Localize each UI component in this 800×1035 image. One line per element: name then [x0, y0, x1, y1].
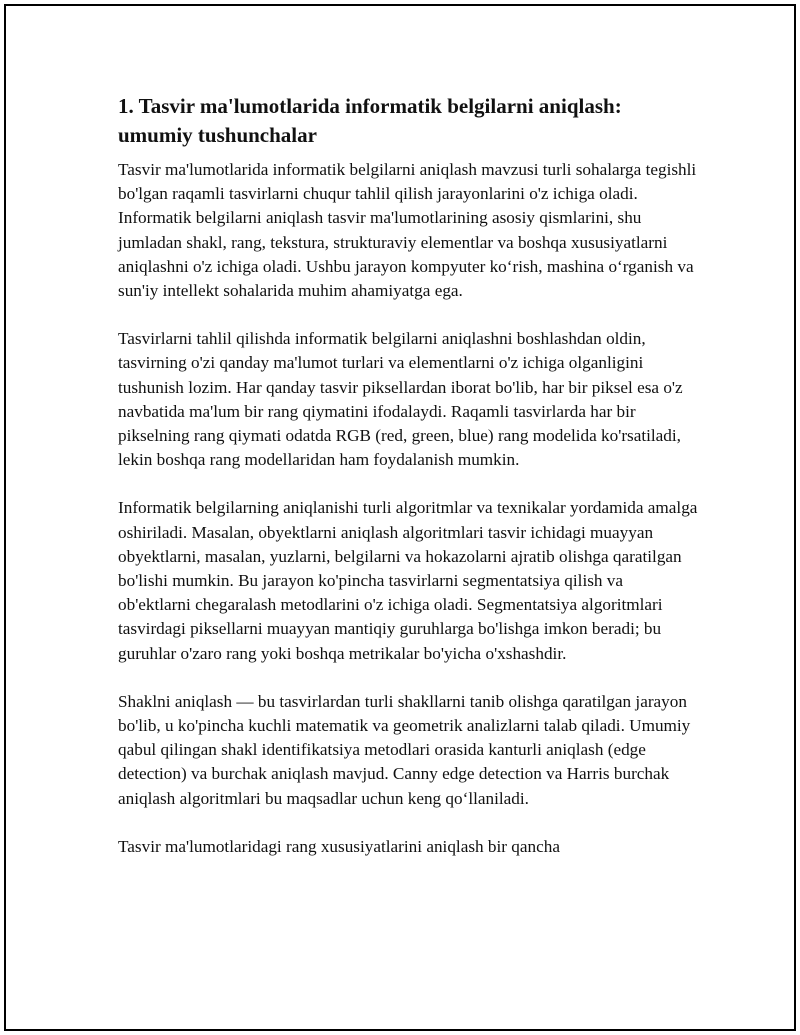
paragraph: Tasvirlarni tahlil qilishda informatik belgilarni aniqlashni boshlashdan oldin, tasvirning o'zi qanday ma'lumot turlari va elementlarni o'z ichiga olganligini tushunish lozim. Har qanday tasvir piksellardan iborat bo'lib, har bir piksel esa o'z navbatida ma'lum bir rang qiymatini ifodalaydi. Raqamli tasvirlarda har bir pikselning rang qiymati odatda RGB (red, green, blue) rang modelida ko'rsatiladi, lekin boshqa rang modellaridan ham foydalanish mumkin. — [118, 329, 683, 470]
paragraph: Tasvir ma'lumotlarida informatik belgilarni aniqlash mavzusi turli sohalarga tegishli bo'lgan raqamli tasvirlarni chuqur tahlil qilish jarayonlarini o'z ichiga oladi. Informatik belgilarni aniqlash tasvir ma'lumotlarining asosiy qismlarini, shu jumladan shakl, rang, tekstura, strukturaviy elementlar va boshqa xususiyatlarni aniqlashni o'z ichiga oladi. Ushbu jarayon kompyuter ko‘rish, mashina o‘rganish va sun'iy intellekt sohalarida muhim ahamiyatga ega. — [118, 160, 697, 301]
paragraph: Tasvir ma'lumotlaridagi rang xususiyatlarini aniqlash bir qancha — [118, 836, 560, 856]
section-heading: 1. Tasvir ma'lumotlarida informatik belgilarni aniqlash: umumiy tushunchalar — [118, 94, 622, 147]
document-body — [118, 92, 698, 883]
paragraph: Shaklni aniqlash — bu tasvirlardan turli shakllarni tanib olishga qaratilgan jarayon bo'lib, u ko'pincha kuchli matematik va geometrik analizlarni talab qiladi. Umumiy qabul qilingan shakl identifikatsiya metodlari orasida kanturli aniqlash (edge detection) va burchak aniqlash mavjud. Canny edge detection va Harris burchak aniqlash algoritmlari bu maqsadlar uchun keng qo‘llaniladi. — [118, 691, 691, 808]
paragraph: Informatik belgilarning aniqlanishi turli algoritmlar va texnikalar yordamida amalga oshiriladi. Masalan, obyektlarni aniqlash algoritmlari tasvir ichidagi muayyan obyektlarni, masalan, yuzlarni, belgilarni va hokazolarni ajratib olishga qaratilgan bo'lishi mumkin. Bu jarayon ko'pincha tasvirlarni segmentatsiya qilish va ob'ektlarni chegaralash metodlarini o'z ichiga oladi. Segmentatsiya algoritmlari tasvirdagi piksellarni muayyan mantiqiy guruhlarga bo'lishga imkon beradi; bu guruhlar o'zaro rang yoki boshqa metrikalar bo'yicha o'xshashdir. — [118, 498, 698, 663]
